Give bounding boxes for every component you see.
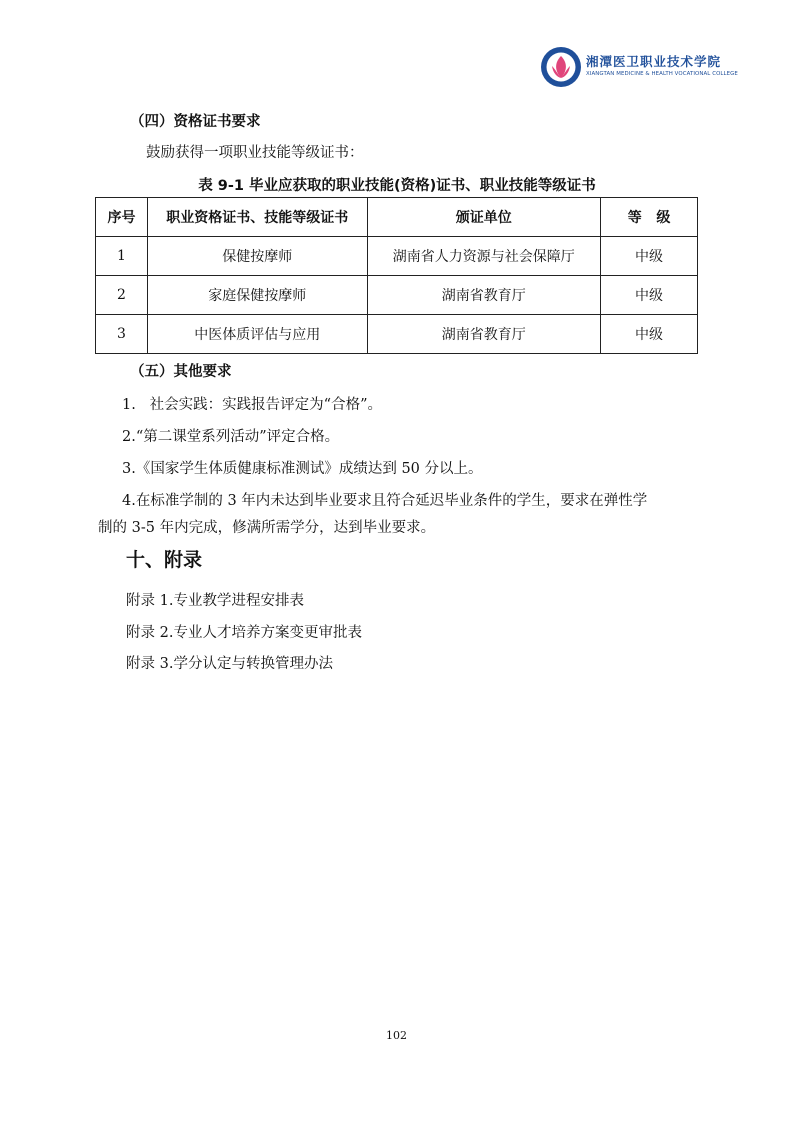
col-header-number: 序号 (96, 198, 148, 237)
cell-issuer: 湖南省教育厅 (367, 276, 601, 315)
cell-issuer: 湖南省教育厅 (367, 315, 601, 354)
table-header-row (96, 198, 698, 237)
cell-number: 3 (96, 315, 148, 354)
requirement-item-3: 3.《国家学生体质健康标准测试》成绩达到 50 分以上。 (122, 461, 483, 477)
table-row (96, 237, 698, 276)
requirement-item-4: 4.在标准学制的 3 年内未达到毕业要求且符合延迟毕业条件的学生，要求在弹性学 (122, 493, 648, 509)
table-row (96, 315, 698, 354)
cell-level: 中级 (601, 276, 698, 315)
col-header-issuer: 颁证单位 (367, 198, 601, 237)
college-emblem-icon (540, 46, 582, 88)
requirement-item-2: 2.“第二课堂系列活动”评定合格。 (122, 429, 340, 445)
requirement-item-4-continued: 制的 3-5 年内完成，修满所需学分，达到毕业要求。 (98, 520, 436, 536)
col-header-certificate: 职业资格证书、技能等级证书 (147, 198, 367, 237)
cell-certificate: 保健按摩师 (147, 237, 367, 276)
appendix-item-2: 附录 2.专业人才培养方案变更审批表 (126, 625, 362, 641)
appendix-item-1: 附录 1.专业教学进程安排表 (126, 593, 304, 609)
cell-certificate: 家庭保健按摩师 (147, 276, 367, 315)
table-row (96, 276, 698, 315)
page-number: 102 (386, 1029, 407, 1042)
school-name-en: XIANGTAN MEDICINE & HEALTH VOCATIONAL COLLEGE (586, 71, 738, 77)
section4-heading: （四）资格证书要求 (130, 114, 261, 130)
cell-certificate: 中医体质评估与应用 (147, 315, 367, 354)
cell-issuer: 湖南省人力资源与社会保障厅 (367, 237, 601, 276)
cell-number: 2 (96, 276, 148, 315)
col-header-level: 等 级 (601, 198, 698, 237)
school-name: 湘潭医卫职业技术学院 (586, 54, 722, 69)
table-caption: 表 9-1 毕业应获取的职业技能(资格)证书、职业技能等级证书 (198, 178, 596, 194)
section5-heading: （五）其他要求 (130, 364, 232, 380)
section10-heading: 十、附录 (126, 549, 203, 571)
cell-level: 中级 (601, 315, 698, 354)
section4-intro: 鼓励获得一项职业技能等级证书： (146, 145, 364, 161)
cell-number: 1 (96, 237, 148, 276)
certificate-table (95, 197, 698, 354)
college-logo (540, 46, 738, 88)
appendix-item-3: 附录 3.学分认定与转换管理办法 (126, 656, 333, 672)
cell-level: 中级 (601, 237, 698, 276)
requirement-item-1: 1. 社会实践：实践报告评定为“合格”。 (122, 397, 382, 413)
